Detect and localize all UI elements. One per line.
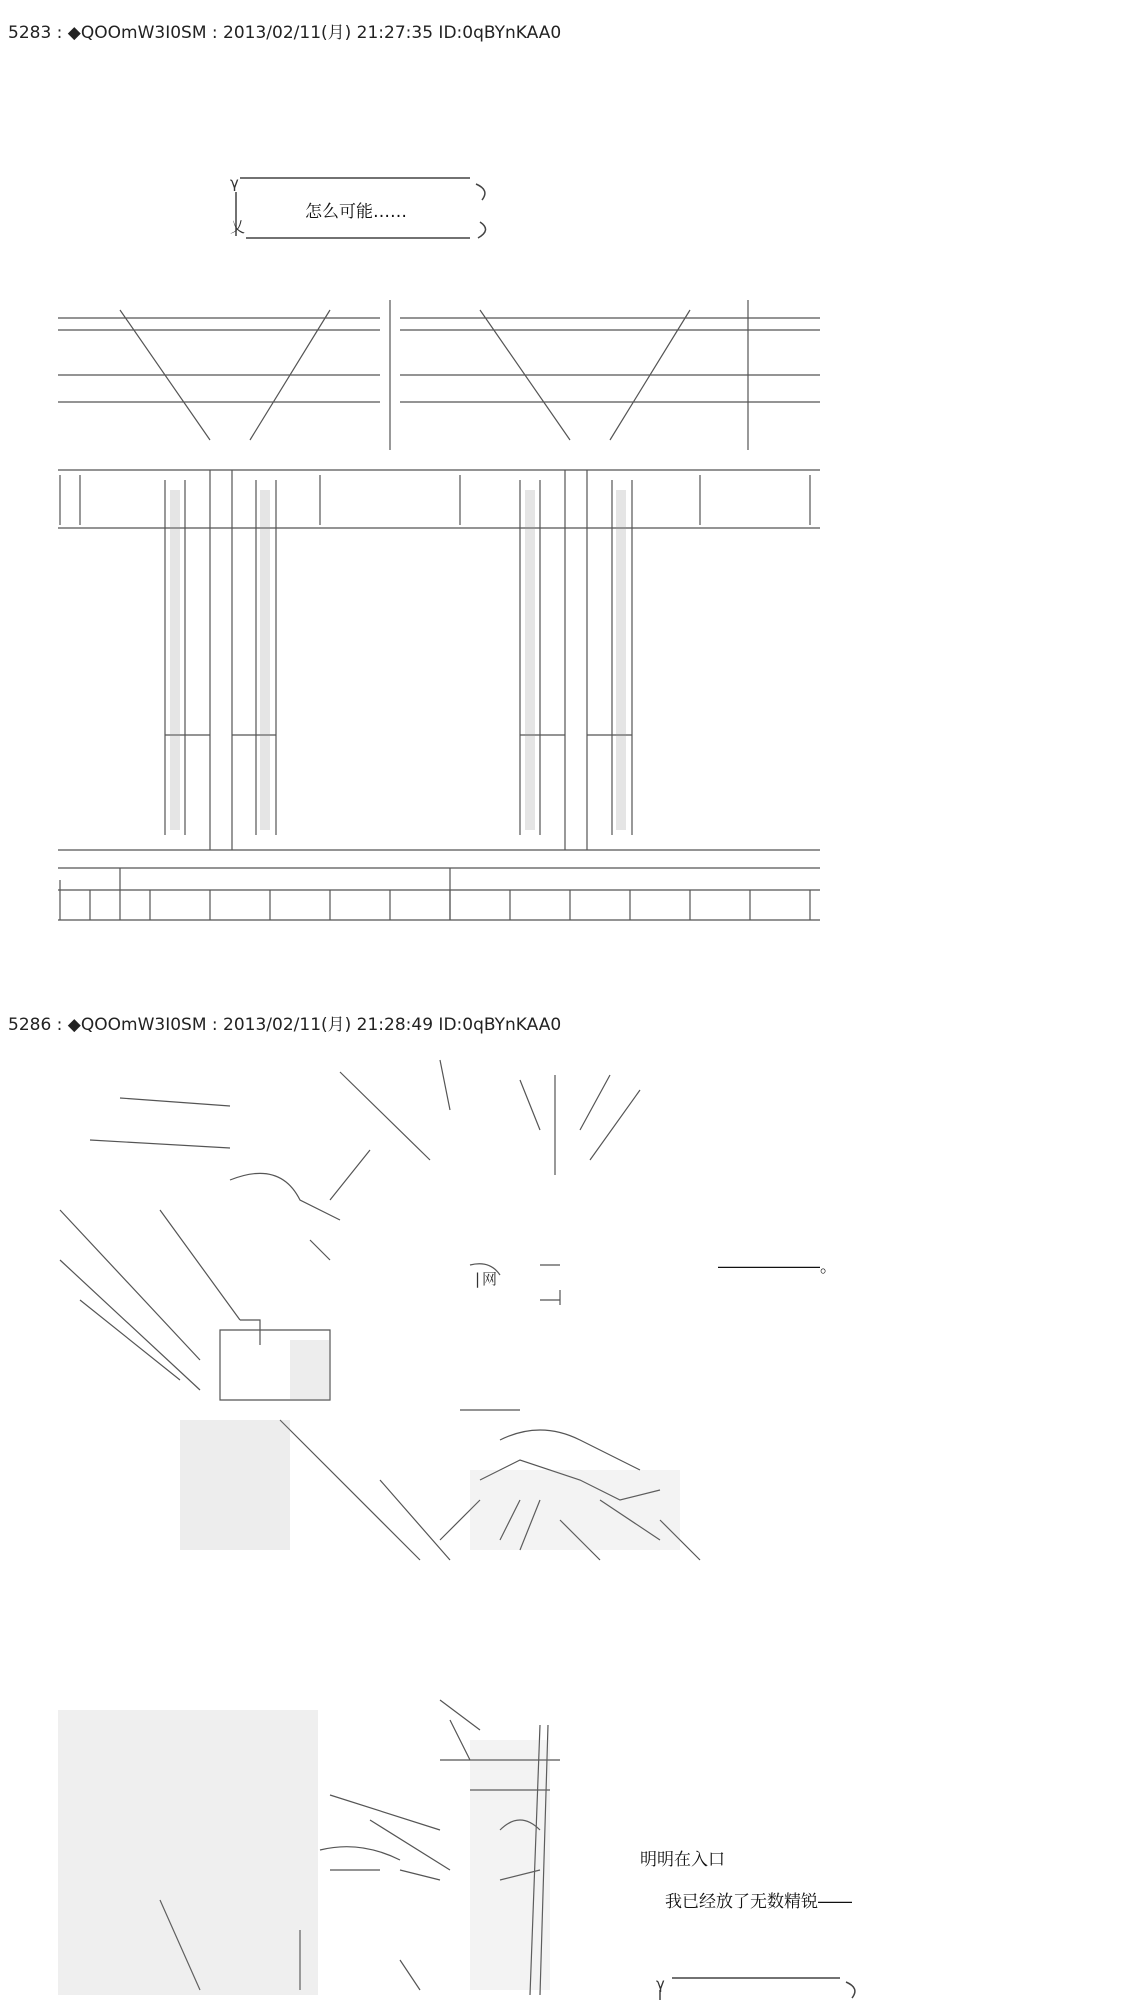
pillar-dots xyxy=(170,490,626,830)
speech-bubble-lower xyxy=(660,1978,855,2000)
post-header-5286: 5286 : ◆QOOmW3I0SM : 2013/02/11(月) 21:28:49 ID:0qBYnKAA0 xyxy=(8,1015,562,1035)
post-header-5283: 5283 : ◆QOOmW3I0SM : 2013/02/11(月) 21:27:35 ID:0qBYnKAA0 xyxy=(8,23,562,43)
bubble-mark-bottom: 乂 xyxy=(230,218,246,236)
bubble-mark-top: γ xyxy=(230,174,240,192)
dash-text: ――――――。 xyxy=(718,1257,837,1277)
tiny-glyph: |网 xyxy=(473,1270,498,1288)
character-dots xyxy=(58,1710,550,1995)
bubble-text: 怎么可能…… xyxy=(305,202,407,222)
bottom-text-1: 明明在入口 xyxy=(640,1850,725,1870)
bottom-text-2: 我已经放了无数精锐―― xyxy=(665,1892,852,1912)
explosion-dots xyxy=(180,1340,680,1550)
bubble-mark-lower: γ xyxy=(656,1975,666,1993)
